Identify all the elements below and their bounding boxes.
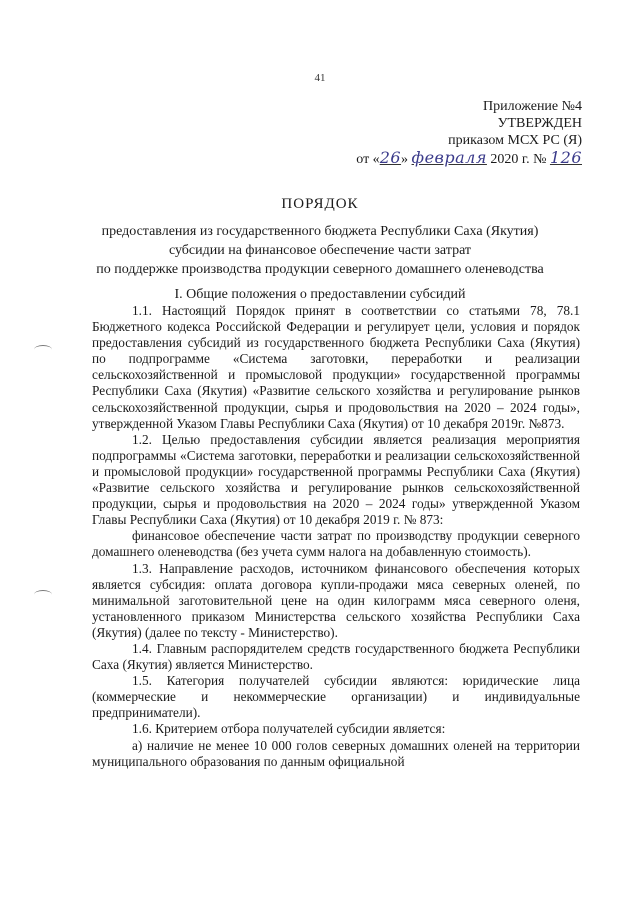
approval-stamp-block: [302, 98, 582, 168]
order-label: приказом МСХ РС (Я): [448, 133, 582, 148]
paragraph-1-6: 1.6. Критерием отбора получателей субсидии является:: [132, 721, 446, 737]
subtitle-line: по поддержке производства продукции северного домашнего оленеводства: [96, 262, 544, 277]
handwritten-number: 126: [549, 148, 582, 167]
paragraph-1-1: 1.1. Настоящий Порядок принят в соответствии со статьями 78, 78.1 Бюджетного кодекса Российской Федерации и регулирует цели, условия и порядок предоставления субсидий из государственного бюджета Республики Саха (Якутия) по подпрограмме «Система заготовки, переработки и реализации сельскохозяйственной и промысловой продукции» государственной программы Республики Саха (Якутия) «Развитие сельского хозяйства и регулирование рынков сельскохозяйственной продукции, сырья и продовольствия на 2020 – 2024 годы», утвержденной Указом Главы Республики Саха (Якутия) от 10 декабря 2019г. №873.: [92, 303, 580, 431]
title-block: [60, 196, 580, 279]
paragraph-1-3: 1.3. Направление расходов, источником финансового обеспечения которых является субсидия: оплата договора купли-продажи мяса северных оленей, по минимальной заготовительной цене на один килограмм мяса северного оленя, установленного приказом Министерства сельского хозяйства Республики Саха (Якутия) (далее по тексту - Министерство).: [92, 560, 580, 640]
paragraph-criterion-a: а) наличие не менее 10 000 голов северных домашних оленей на территории муниципального образования по данным официальной: [92, 737, 580, 769]
document-title: ПОРЯДОК: [281, 196, 359, 212]
subtitle-line: субсидии на финансовое обеспечение части затрат: [168, 243, 472, 258]
date-prefix: от «: [356, 152, 380, 167]
paragraph-1-5: 1.5. Категория получателей субсидии являются: юридические лица (коммерческие и некоммерческие организации) и индивидуальные предприниматели).: [92, 673, 580, 721]
subtitle-line: предоставления из государственного бюджета Республики Саха (Якутия): [101, 224, 539, 239]
handwritten-month: февраля: [411, 148, 487, 167]
section-heading: I. Общие положения о предоставлении субсидий: [174, 287, 466, 302]
order-date-line: [302, 149, 582, 168]
body-text: [92, 303, 580, 770]
margin-binding-mark: [34, 590, 52, 599]
approved-label: УТВЕРЖДЕН: [497, 116, 582, 131]
paragraph-1-2: 1.2. Целью предоставления субсидии является реализация мероприятия подпрограммы «Система заготовки, переработки и реализации сельскохозяйственной и промысловой продукции» государственной программы Республики Саха (Якутия) «Развитие сельского хозяйства и регулирование рынков сельскохозяйственной продукции, сырья и продовольствия на 2020 – 2024 годы» утвержденной Указом Главы Республики Саха (Якутия) от 10 декабря 2019 г. № 873:: [92, 431, 580, 528]
appendix-label: Приложение №4: [483, 99, 582, 114]
paragraph-1-4: 1.4. Главным распорядителем средств государственного бюджета Республики Саха (Якутия) является Министерство.: [92, 640, 580, 673]
date-mid: »: [401, 152, 412, 167]
paragraph-goal: финансовое обеспечение части затрат по производству продукции северного домашнего оленеводства (без учета сумм налога на добавленную стоимость).: [92, 528, 580, 560]
margin-binding-mark: [34, 345, 52, 354]
handwritten-day: 26: [379, 148, 402, 167]
year-text: 2020 г. №: [486, 152, 550, 167]
page-number: 41: [314, 72, 326, 84]
